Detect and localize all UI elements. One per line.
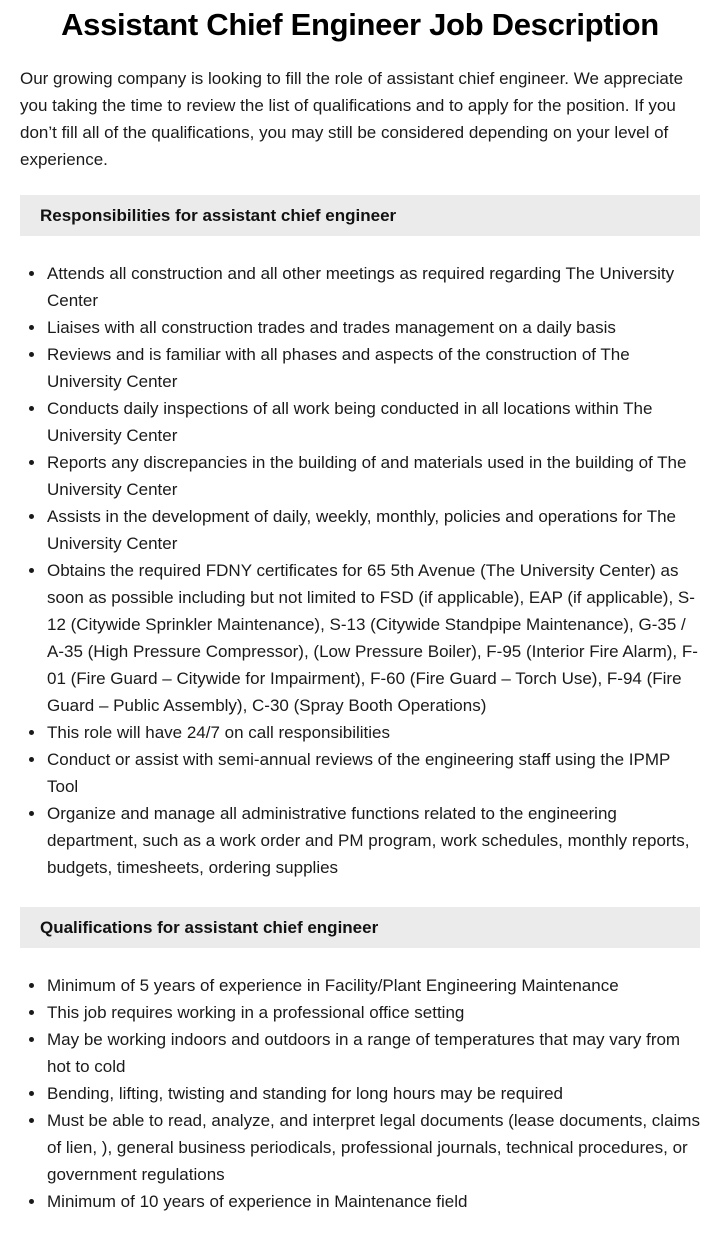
responsibilities-list bbox=[20, 260, 700, 881]
page-title: Assistant Chief Engineer Job Description bbox=[61, 7, 659, 42]
list-item: • Reviews and is familiar with all phases and aspects of the construction of The University Center bbox=[46, 341, 700, 395]
list-item: • Minimum of 5 years of experience in Facility/Plant Engineering Maintenance bbox=[46, 972, 700, 999]
list-item: • This role will have 24/7 on call responsibilities bbox=[46, 719, 700, 746]
list-item: • Bending, lifting, twisting and standing for long hours may be required bbox=[46, 1080, 700, 1107]
list-item: • Minimum of 10 years of experience in Maintenance field bbox=[46, 1188, 700, 1215]
list-item: • Attends all construction and all other meetings as required regarding The University Center bbox=[46, 260, 700, 314]
list-item: • Must be able to read, analyze, and interpret legal documents (lease documents, claims of lien, ), general business periodicals, professional journals, technical procedures, or government regulations bbox=[46, 1107, 700, 1188]
section-responsibilities bbox=[20, 195, 700, 881]
list-item: • This job requires working in a professional office setting bbox=[46, 999, 700, 1026]
list-item: • Liaises with all construction trades and trades management on a daily basis bbox=[46, 314, 700, 341]
responsibilities-heading: Responsibilities for assistant chief engineer bbox=[20, 195, 700, 236]
list-item: • May be working indoors and outdoors in a range of temperatures that may vary from hot to cold bbox=[46, 1026, 700, 1080]
list-item: • Conduct or assist with semi-annual reviews of the engineering staff using the IPMP Tool bbox=[46, 746, 700, 800]
list-item: • Assists in the development of daily, weekly, monthly, policies and operations for The University Center bbox=[46, 503, 700, 557]
list-item: • Conducts daily inspections of all work being conducted in all locations within The University Center bbox=[46, 395, 700, 449]
qualifications-list bbox=[20, 972, 700, 1215]
list-item: • Organize and manage all administrative functions related to the engineering department, such as a work order and PM program, work schedules, monthly reports, budgets, timesheets, ordering supplies bbox=[46, 800, 700, 881]
intro-paragraph: Our growing company is looking to fill the role of assistant chief engineer. We appreciate you taking the time to review the list of qualifications and to apply for the position. If you don’t fill all of the qualifications, you may still be considered depending on your level of experience. bbox=[20, 69, 684, 169]
section-qualifications bbox=[20, 907, 700, 1215]
qualifications-heading: Qualifications for assistant chief engineer bbox=[20, 907, 700, 948]
list-item: • Reports any discrepancies in the building of and materials used in the building of The University Center bbox=[46, 449, 700, 503]
list-item: • Obtains the required FDNY certificates for 65 5th Avenue (The University Center) as soon as possible including but not limited to FSD (if applicable), EAP (if applicable), S-12 (Citywide Sprinkler Maintenance), S-13 (Citywide Standpipe Maintenance), G-35 / A-35 (High Pressure Compressor), (Low Pressure Boiler), F-95 (Interior Fire Alarm), F-01 (Fire Guard – Citywide for Impairment), F-60 (Fire Guard – Torch Use), F-94 (Fire Guard – Public Assembly), C-30 (Spray Booth Operations) bbox=[46, 557, 700, 719]
